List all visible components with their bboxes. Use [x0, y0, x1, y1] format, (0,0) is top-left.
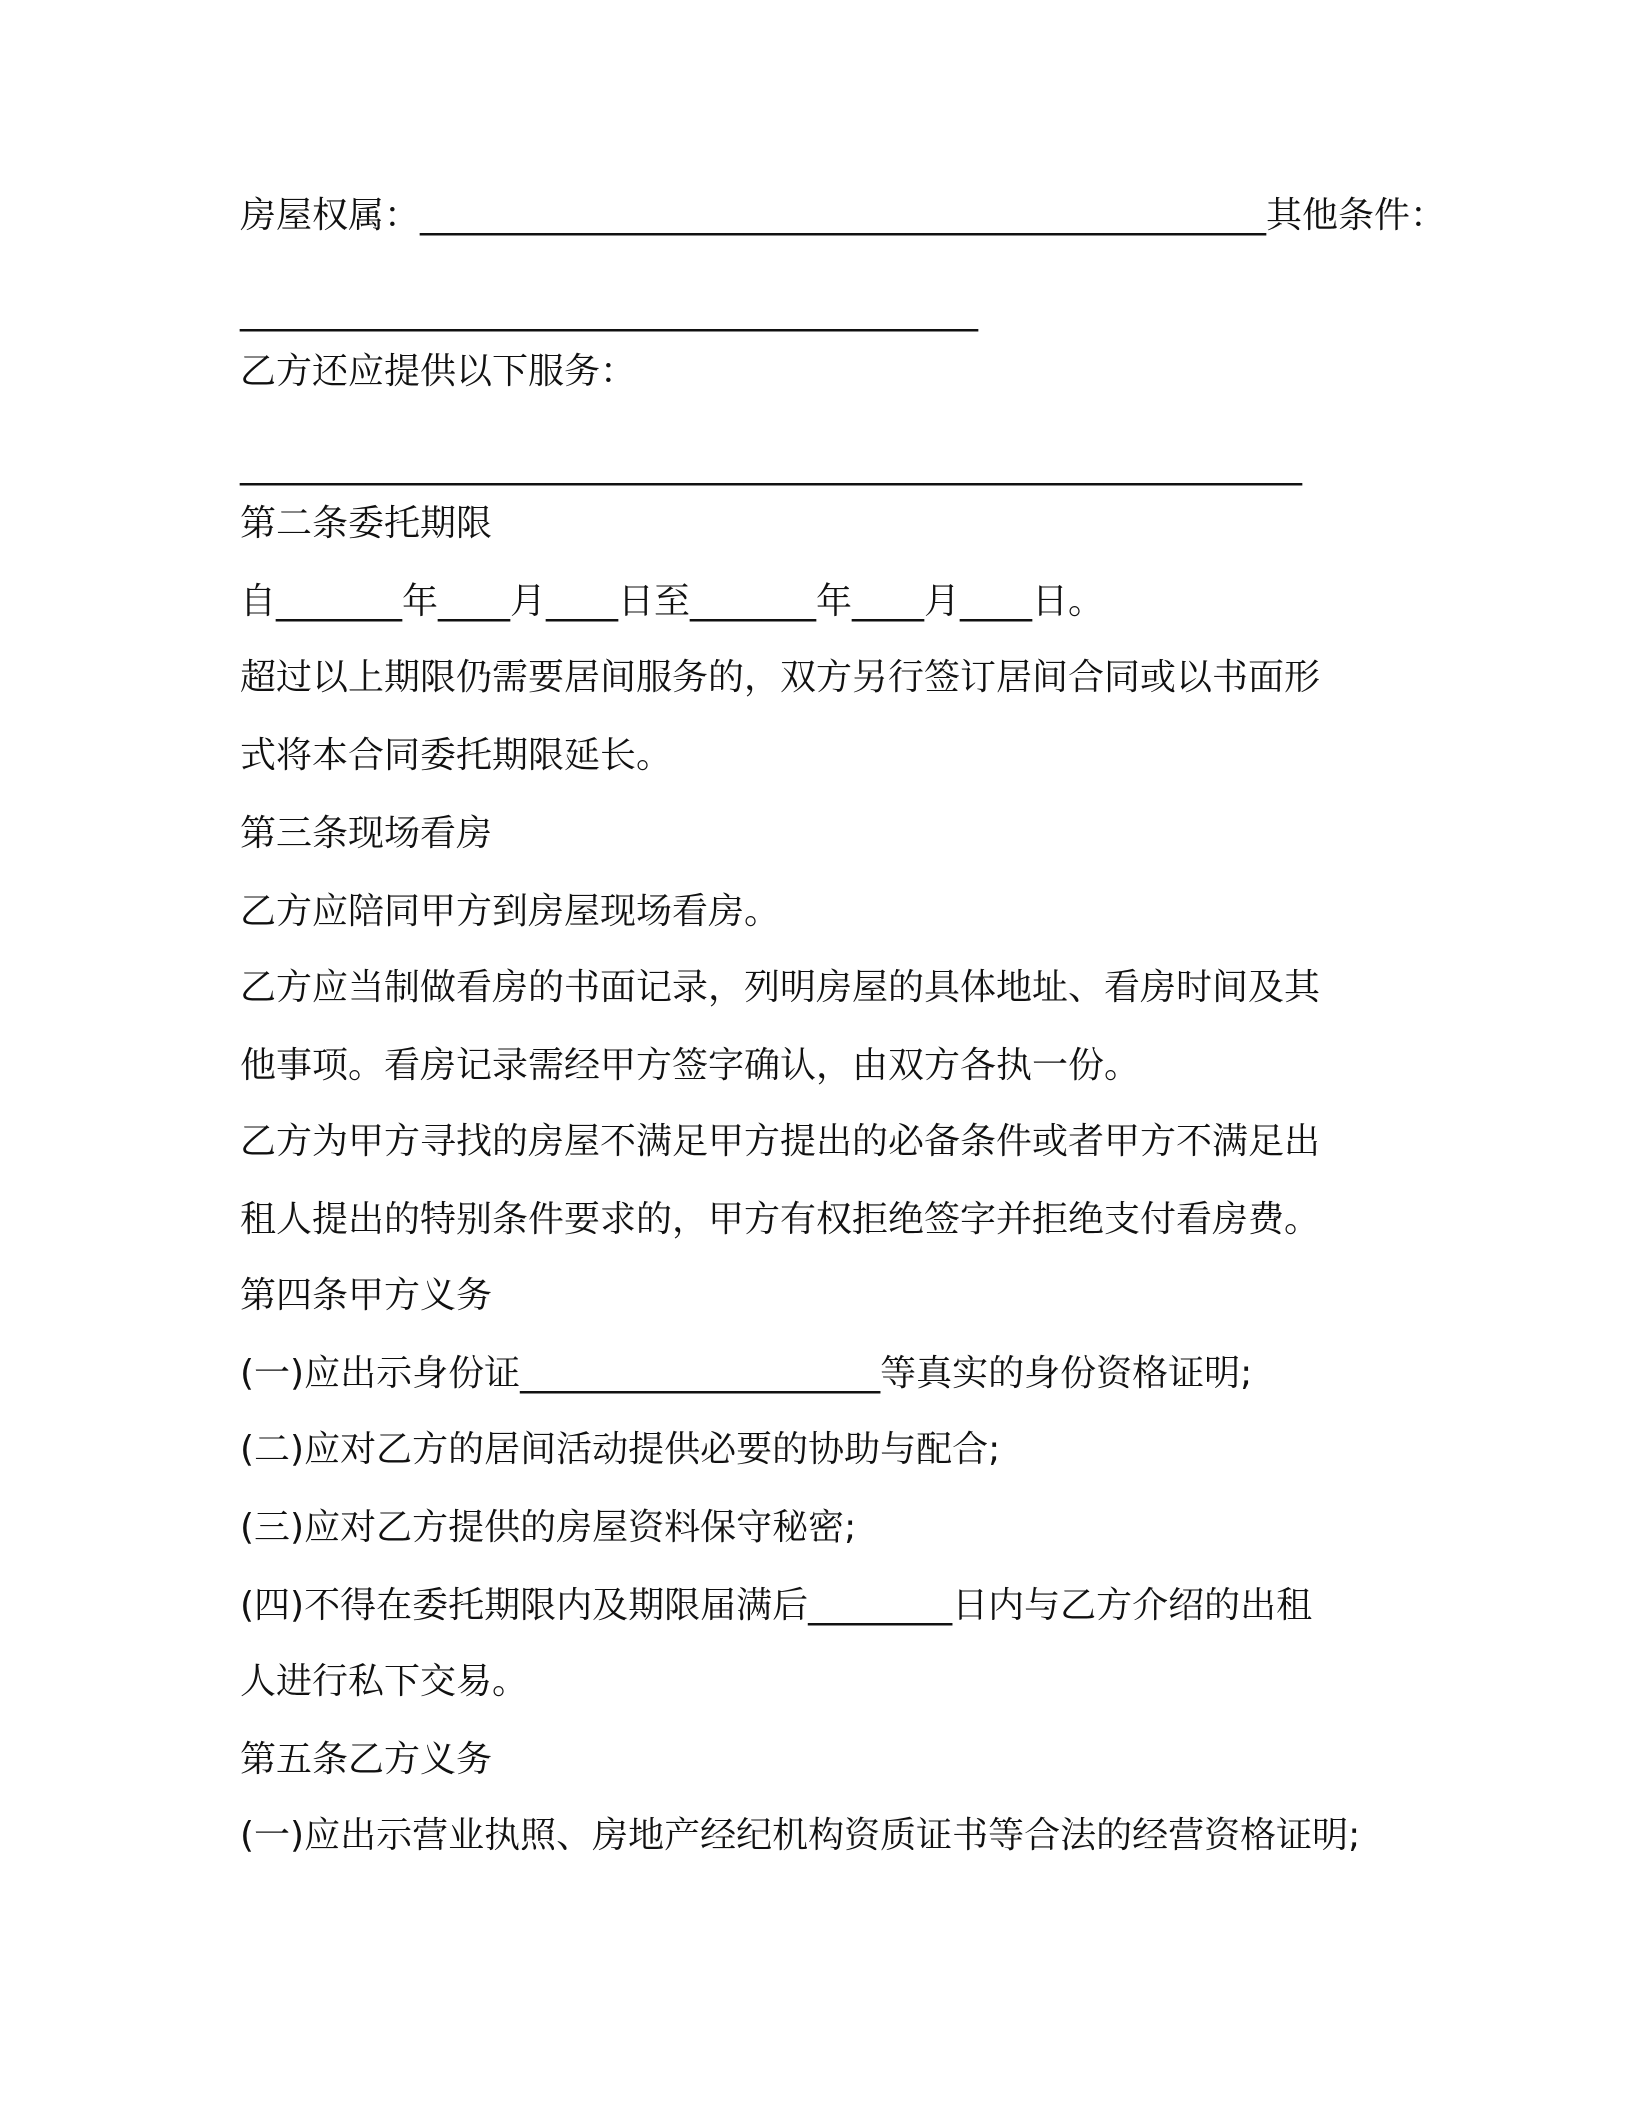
paragraph-line: 乙方应当制做看房的书面记录，列明房屋的具体地址、看房时间及其	[240, 967, 1321, 1008]
paragraph-line: 超过以上期限仍需要居间服务的，双方另行签订居间合同或以书面形	[240, 657, 1321, 698]
section-heading-5: 第五条乙方义务	[240, 1739, 493, 1780]
list-item: (一)应出示身份证____________________等真实的身份资格证明;	[240, 1353, 1253, 1394]
paragraph-line: 租人提出的特别条件要求的，甲方有权拒绝签字并拒绝支付看房费。	[240, 1199, 1321, 1240]
paragraph-line: 他事项。看房记录需经甲方签字确认，由双方各执一份。	[240, 1045, 1141, 1086]
paragraph-line: 式将本合同委托期限延长。	[240, 735, 673, 776]
list-item-continuation: 人进行私下交易。	[240, 1661, 529, 1702]
list-item: (四)不得在委托期限内及期限届满后________日内与乙方介绍的出租	[240, 1585, 1313, 1626]
section-heading-4: 第四条甲方义务	[240, 1275, 493, 1316]
period-dates-line: 自_______年____月____日至_______年____月____日。	[240, 581, 1104, 622]
paragraph-line: 乙方为甲方寻找的房屋不满足甲方提出的必备条件或者甲方不满足出	[240, 1121, 1321, 1162]
blank-fill-line: ___________________________________________________________	[240, 445, 1302, 486]
section-heading-2: 第二条委托期限	[240, 503, 493, 544]
section-heading-3: 第三条现场看房	[240, 813, 493, 854]
list-item: (一)应出示营业执照、房地产经纪机构资质证书等合法的经营资格证明;	[240, 1815, 1361, 1856]
services-line: 乙方还应提供以下服务：	[240, 351, 637, 392]
paragraph-line: 乙方应陪同甲方到房屋现场看房。	[240, 891, 781, 932]
property-ownership-line: 房屋权属：_______________________________________________其他条件：	[240, 195, 1447, 236]
list-item: (二)应对乙方的居间活动提供必要的协助与配合;	[240, 1429, 1001, 1470]
list-item: (三)应对乙方提供的房屋资料保守秘密;	[240, 1507, 857, 1548]
blank-fill-line: _________________________________________	[240, 291, 978, 332]
